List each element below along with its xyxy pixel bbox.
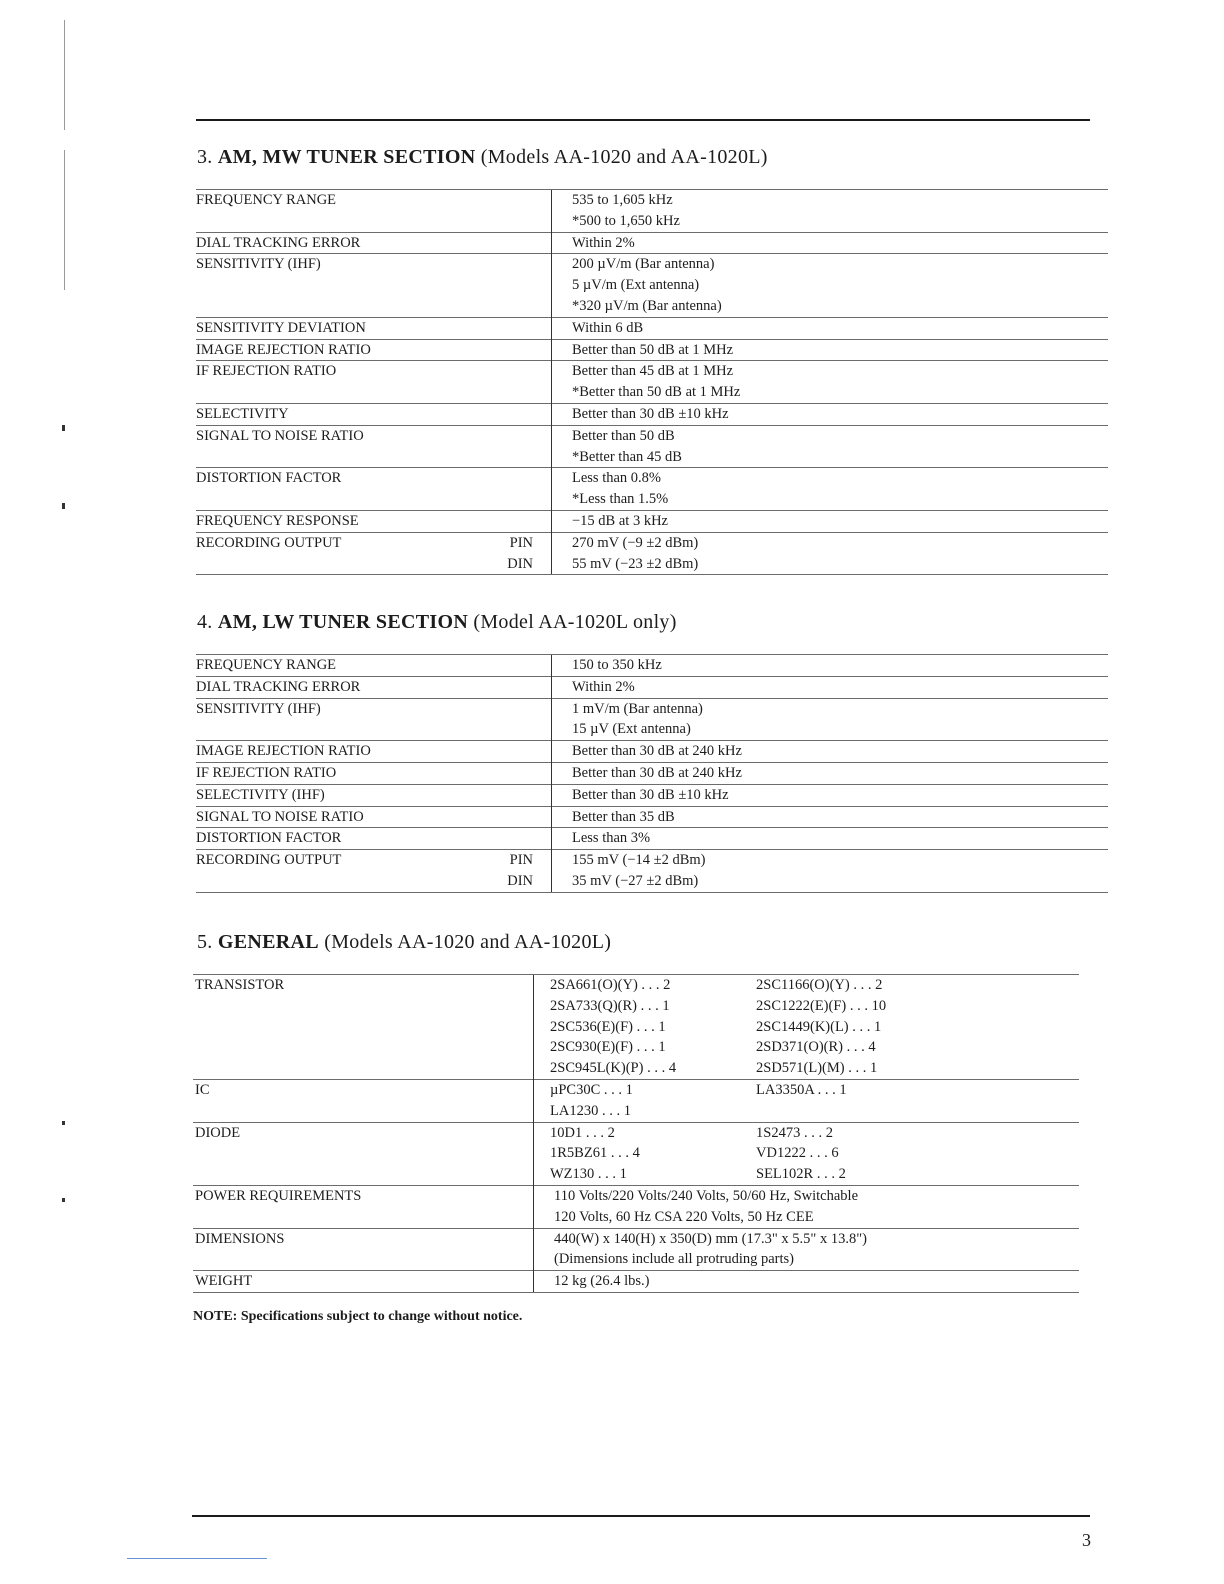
spec-value: 35 mV (−27 ±2 dBm): [552, 871, 1109, 892]
section-title: [197, 611, 677, 634]
spec-value-part: 2SC1449(K)(L) . . . 1: [756, 1018, 882, 1035]
page-number: 3: [1082, 1530, 1091, 1550]
spec-value-part: LA1230 . . . 1: [534, 1101, 757, 1122]
spec-label: SENSITIVITY (IHF): [196, 254, 482, 275]
spec-row: [196, 211, 1108, 232]
spec-value: *Better than 45 dB: [552, 447, 1109, 468]
spec-sub-label: [482, 447, 552, 468]
spec-row: [196, 871, 1108, 892]
spec-sub-label: [482, 339, 552, 361]
spec-label: IMAGE REJECTION RATIO: [196, 339, 482, 361]
spec-value: 5 µV/m (Ext antenna): [552, 275, 1109, 296]
spec-row: [196, 676, 1108, 698]
spec-table-am-lw: [196, 654, 1108, 893]
section-heading: GENERAL: [217, 931, 319, 953]
spec-row: [193, 1228, 1079, 1249]
spec-label: IMAGE REJECTION RATIO: [196, 741, 482, 763]
spec-row: [193, 1143, 1079, 1164]
spec-sub-label: DIN: [482, 554, 552, 575]
spec-value: Better than 50 dB at 1 MHz: [552, 339, 1109, 361]
spec-row: [196, 468, 1108, 489]
spec-row: [196, 403, 1108, 425]
spec-value: Better than 30 dB ±10 kHz: [552, 403, 1109, 425]
spec-value: Better than 45 dB at 1 MHz: [552, 361, 1109, 382]
spec-value-part: 2SC1222(E)(F) . . . 10: [756, 997, 887, 1014]
spec-label: [196, 447, 482, 468]
spec-row: [196, 719, 1108, 740]
spec-label: SENSITIVITY (IHF): [196, 698, 482, 719]
spec-value: Better than 50 dB: [552, 425, 1109, 446]
spec-sub-label: [482, 425, 552, 446]
spec-value: *320 µV/m (Bar antenna): [552, 296, 1109, 317]
spec-value-part: VD1222 . . . 6: [756, 1145, 839, 1162]
spec-sub-label: [482, 382, 552, 403]
spec-label: [193, 996, 534, 1017]
spec-row: [193, 1249, 1079, 1270]
spec-row: [196, 361, 1108, 382]
spec-value-part: 2SC945L(K)(P) . . . 4: [534, 1058, 757, 1079]
spec-row: [196, 510, 1108, 532]
spec-label: SIGNAL TO NOISE RATIO: [196, 425, 482, 446]
spec-label: DIAL TRACKING ERROR: [196, 676, 482, 698]
spec-sub-label: [482, 403, 552, 425]
spec-label: SELECTIVITY: [196, 403, 482, 425]
spec-row: [193, 975, 1079, 996]
spec-label: [193, 1164, 534, 1185]
spec-row: [193, 1122, 1079, 1143]
spec-label: RECORDING OUTPUT: [196, 532, 482, 553]
spec-value-part: 2SD371(O)(R) . . . 4: [756, 1039, 876, 1056]
spec-sub-label: [482, 741, 552, 763]
spec-row: [196, 382, 1108, 403]
binder-hole-mark: [62, 1121, 65, 1125]
spec-sub-label: [482, 275, 552, 296]
spec-value: Within 6 dB: [552, 317, 1109, 339]
spec-row: [193, 1037, 1079, 1058]
spec-value: 120 Volts, 60 Hz CSA 220 Volts, 50 Hz CEE: [534, 1207, 1080, 1228]
spec-row: [196, 425, 1108, 446]
spec-sub-label: [482, 211, 552, 232]
spec-label: [193, 1143, 534, 1164]
section-models: (Model AA-1020L only): [473, 611, 677, 633]
spec-value: Less than 0.8%: [552, 468, 1109, 489]
spec-label: IF REJECTION RATIO: [196, 361, 482, 382]
spec-row: [196, 762, 1108, 784]
spec-sub-label: [482, 190, 552, 211]
spec-label: TRANSISTOR: [193, 975, 534, 996]
section-number: 3.: [197, 146, 213, 168]
spec-label: [196, 719, 482, 740]
spec-value: 200 µV/m (Bar antenna): [552, 254, 1109, 275]
section-models: (Models AA-1020 and AA-1020L): [480, 146, 768, 168]
spec-sub-label: [482, 296, 552, 317]
spec-sub-label: PIN: [482, 850, 552, 871]
spec-row: [196, 554, 1108, 575]
spec-value-part: SEL102R . . . 2: [756, 1166, 846, 1183]
spec-value: 150 to 350 kHz: [552, 655, 1109, 677]
spec-sub-label: [482, 676, 552, 698]
spec-label: POWER REQUIREMENTS: [193, 1185, 534, 1206]
spec-row: [193, 1017, 1079, 1038]
note-label: NOTE:: [193, 1309, 238, 1324]
spec-row: [196, 850, 1108, 871]
spec-value: −15 dB at 3 kHz: [552, 510, 1109, 532]
spec-row: [196, 532, 1108, 553]
binder-hole-mark: [62, 425, 65, 431]
spec-label: [196, 489, 482, 510]
spec-value: 155 mV (−14 ±2 dBm): [552, 850, 1109, 871]
spec-row: [196, 698, 1108, 719]
spec-row: [196, 828, 1108, 850]
spec-label: FREQUENCY RANGE: [196, 655, 482, 677]
spec-value: 440(W) x 140(H) x 350(D) mm (17.3" x 5.5" x 13.8"): [534, 1228, 1080, 1249]
binder-hole-mark: [62, 503, 65, 509]
spec-label: [193, 1017, 534, 1038]
spec-value: *Better than 50 dB at 1 MHz: [552, 382, 1109, 403]
spec-row: [193, 1058, 1079, 1079]
spec-value: 1 mV/m (Bar antenna): [552, 698, 1109, 719]
spec-table-general: [193, 974, 1079, 1293]
spec-label: SELECTIVITY (IHF): [196, 784, 482, 806]
spec-value-part: µPC30C . . . 1: [534, 1079, 757, 1100]
spec-label: [193, 1101, 534, 1122]
note-text: Specifications subject to change without notice.: [240, 1309, 523, 1324]
spec-row: [196, 784, 1108, 806]
spec-value: *Less than 1.5%: [552, 489, 1109, 510]
spec-label: [196, 211, 482, 232]
section-title: [197, 146, 768, 169]
link-underline: [127, 1558, 267, 1559]
spec-row: [196, 489, 1108, 510]
spec-row: [193, 1164, 1079, 1185]
spec-label: SENSITIVITY DEVIATION: [196, 317, 482, 339]
spec-row: [196, 317, 1108, 339]
spec-label: FREQUENCY RANGE: [196, 190, 482, 211]
spec-value-part: 2SC930(E)(F) . . . 1: [534, 1037, 757, 1058]
spec-sub-label: [482, 254, 552, 275]
top-rule: [196, 119, 1090, 121]
spec-value: 110 Volts/220 Volts/240 Volts, 50/60 Hz, Switchable: [534, 1185, 1080, 1206]
spec-value-part: 2SA661(O)(Y) . . . 2: [534, 975, 757, 996]
spec-label: [193, 1058, 534, 1079]
spec-label: [196, 296, 482, 317]
spec-row: [196, 296, 1108, 317]
spec-value-part: 2SC536(E)(F) . . . 1: [534, 1017, 757, 1038]
spec-value: 15 µV (Ext antenna): [552, 719, 1109, 740]
spec-label: RECORDING OUTPUT: [196, 850, 482, 871]
spec-label: [196, 554, 482, 575]
spec-value-part: WZ130 . . . 1: [534, 1164, 757, 1185]
spec-value: Better than 30 dB at 240 kHz: [552, 762, 1109, 784]
spec-sub-label: [482, 828, 552, 850]
spec-row: [193, 1185, 1079, 1206]
section-number: 5.: [197, 931, 213, 953]
spec-row: [193, 996, 1079, 1017]
spec-row: [193, 1271, 1079, 1293]
section-heading: AM, LW TUNER SECTION: [217, 611, 469, 633]
spec-label: [193, 1207, 534, 1228]
spec-label: [196, 382, 482, 403]
spec-sub-label: [482, 806, 552, 828]
spec-label: DIMENSIONS: [193, 1228, 534, 1249]
spec-sub-label: [482, 489, 552, 510]
spec-label: WEIGHT: [193, 1271, 534, 1293]
spec-value-part: 2SA733(Q)(R) . . . 1: [534, 996, 757, 1017]
spec-value: Better than 35 dB: [552, 806, 1109, 828]
bottom-rule: [192, 1515, 1090, 1517]
spec-label: DISTORTION FACTOR: [196, 468, 482, 489]
spec-sub-label: [482, 719, 552, 740]
section-title: [197, 931, 611, 954]
spec-label: FREQUENCY RESPONSE: [196, 510, 482, 532]
spec-row: [196, 806, 1108, 828]
spec-sub-label: [482, 784, 552, 806]
spec-row: [193, 1101, 1079, 1122]
spec-sub-label: [482, 361, 552, 382]
spec-label: SIGNAL TO NOISE RATIO: [196, 806, 482, 828]
spec-label: DIODE: [193, 1122, 534, 1143]
spec-value-part: LA3350A . . . 1: [756, 1079, 1079, 1100]
spec-row: [196, 254, 1108, 275]
spec-label: DIAL TRACKING ERROR: [196, 232, 482, 254]
spec-value: Better than 30 dB ±10 kHz: [552, 784, 1109, 806]
spec-value-part: 1S2473 . . . 2: [756, 1122, 1079, 1143]
spec-row: [196, 447, 1108, 468]
spec-sub-label: [482, 510, 552, 532]
spec-label: IF REJECTION RATIO: [196, 762, 482, 784]
section-heading: AM, MW TUNER SECTION: [217, 146, 476, 168]
spec-row: [196, 655, 1108, 677]
spec-value-part: 10D1 . . . 2: [534, 1122, 757, 1143]
spec-value: Less than 3%: [552, 828, 1109, 850]
spec-sub-label: [482, 232, 552, 254]
spec-value-part: 2SC1166(O)(Y) . . . 2: [756, 975, 1079, 996]
spec-sub-label: [482, 317, 552, 339]
spec-value: *500 to 1,650 kHz: [552, 211, 1109, 232]
spec-label: [193, 1037, 534, 1058]
spec-value: Within 2%: [552, 232, 1109, 254]
spec-value: 55 mV (−23 ±2 dBm): [552, 554, 1109, 575]
spec-value: 270 mV (−9 ±2 dBm): [552, 532, 1109, 553]
spec-sub-label: [482, 468, 552, 489]
spec-row: [193, 1079, 1079, 1100]
spec-sub-label: PIN: [482, 532, 552, 553]
spec-label: [196, 275, 482, 296]
spec-value: Within 2%: [552, 676, 1109, 698]
spec-sub-label: DIN: [482, 871, 552, 892]
section-number: 4.: [197, 611, 213, 633]
spec-label: [193, 1249, 534, 1270]
spec-row: [193, 1207, 1079, 1228]
section-models: (Models AA-1020 and AA-1020L): [324, 931, 612, 953]
spec-value: (Dimensions include all protruding parts): [534, 1249, 1080, 1270]
footnote: [193, 1309, 522, 1325]
spec-row: [196, 275, 1108, 296]
spec-value-part: 2SD571(L)(M) . . . 1: [756, 1060, 878, 1077]
spec-label: [196, 871, 482, 892]
spec-value-part: 1R5BZ61 . . . 4: [534, 1143, 757, 1164]
spec-value-part: [756, 1101, 1079, 1122]
spec-table-am-mw: [196, 189, 1108, 575]
spec-value: Better than 30 dB at 240 kHz: [552, 741, 1109, 763]
spec-label: IC: [193, 1079, 534, 1100]
binder-margin-mark: [64, 20, 65, 130]
spec-value: 12 kg (26.4 lbs.): [534, 1271, 1080, 1293]
spec-row: [196, 339, 1108, 361]
binder-hole-mark: [62, 1198, 65, 1202]
spec-row: [196, 190, 1108, 211]
spec-sub-label: [482, 698, 552, 719]
spec-label: DISTORTION FACTOR: [196, 828, 482, 850]
spec-row: [196, 232, 1108, 254]
spec-sub-label: [482, 762, 552, 784]
spec-value: 535 to 1,605 kHz: [552, 190, 1109, 211]
binder-margin-mark: [64, 150, 65, 290]
spec-sub-label: [482, 655, 552, 677]
spec-row: [196, 741, 1108, 763]
